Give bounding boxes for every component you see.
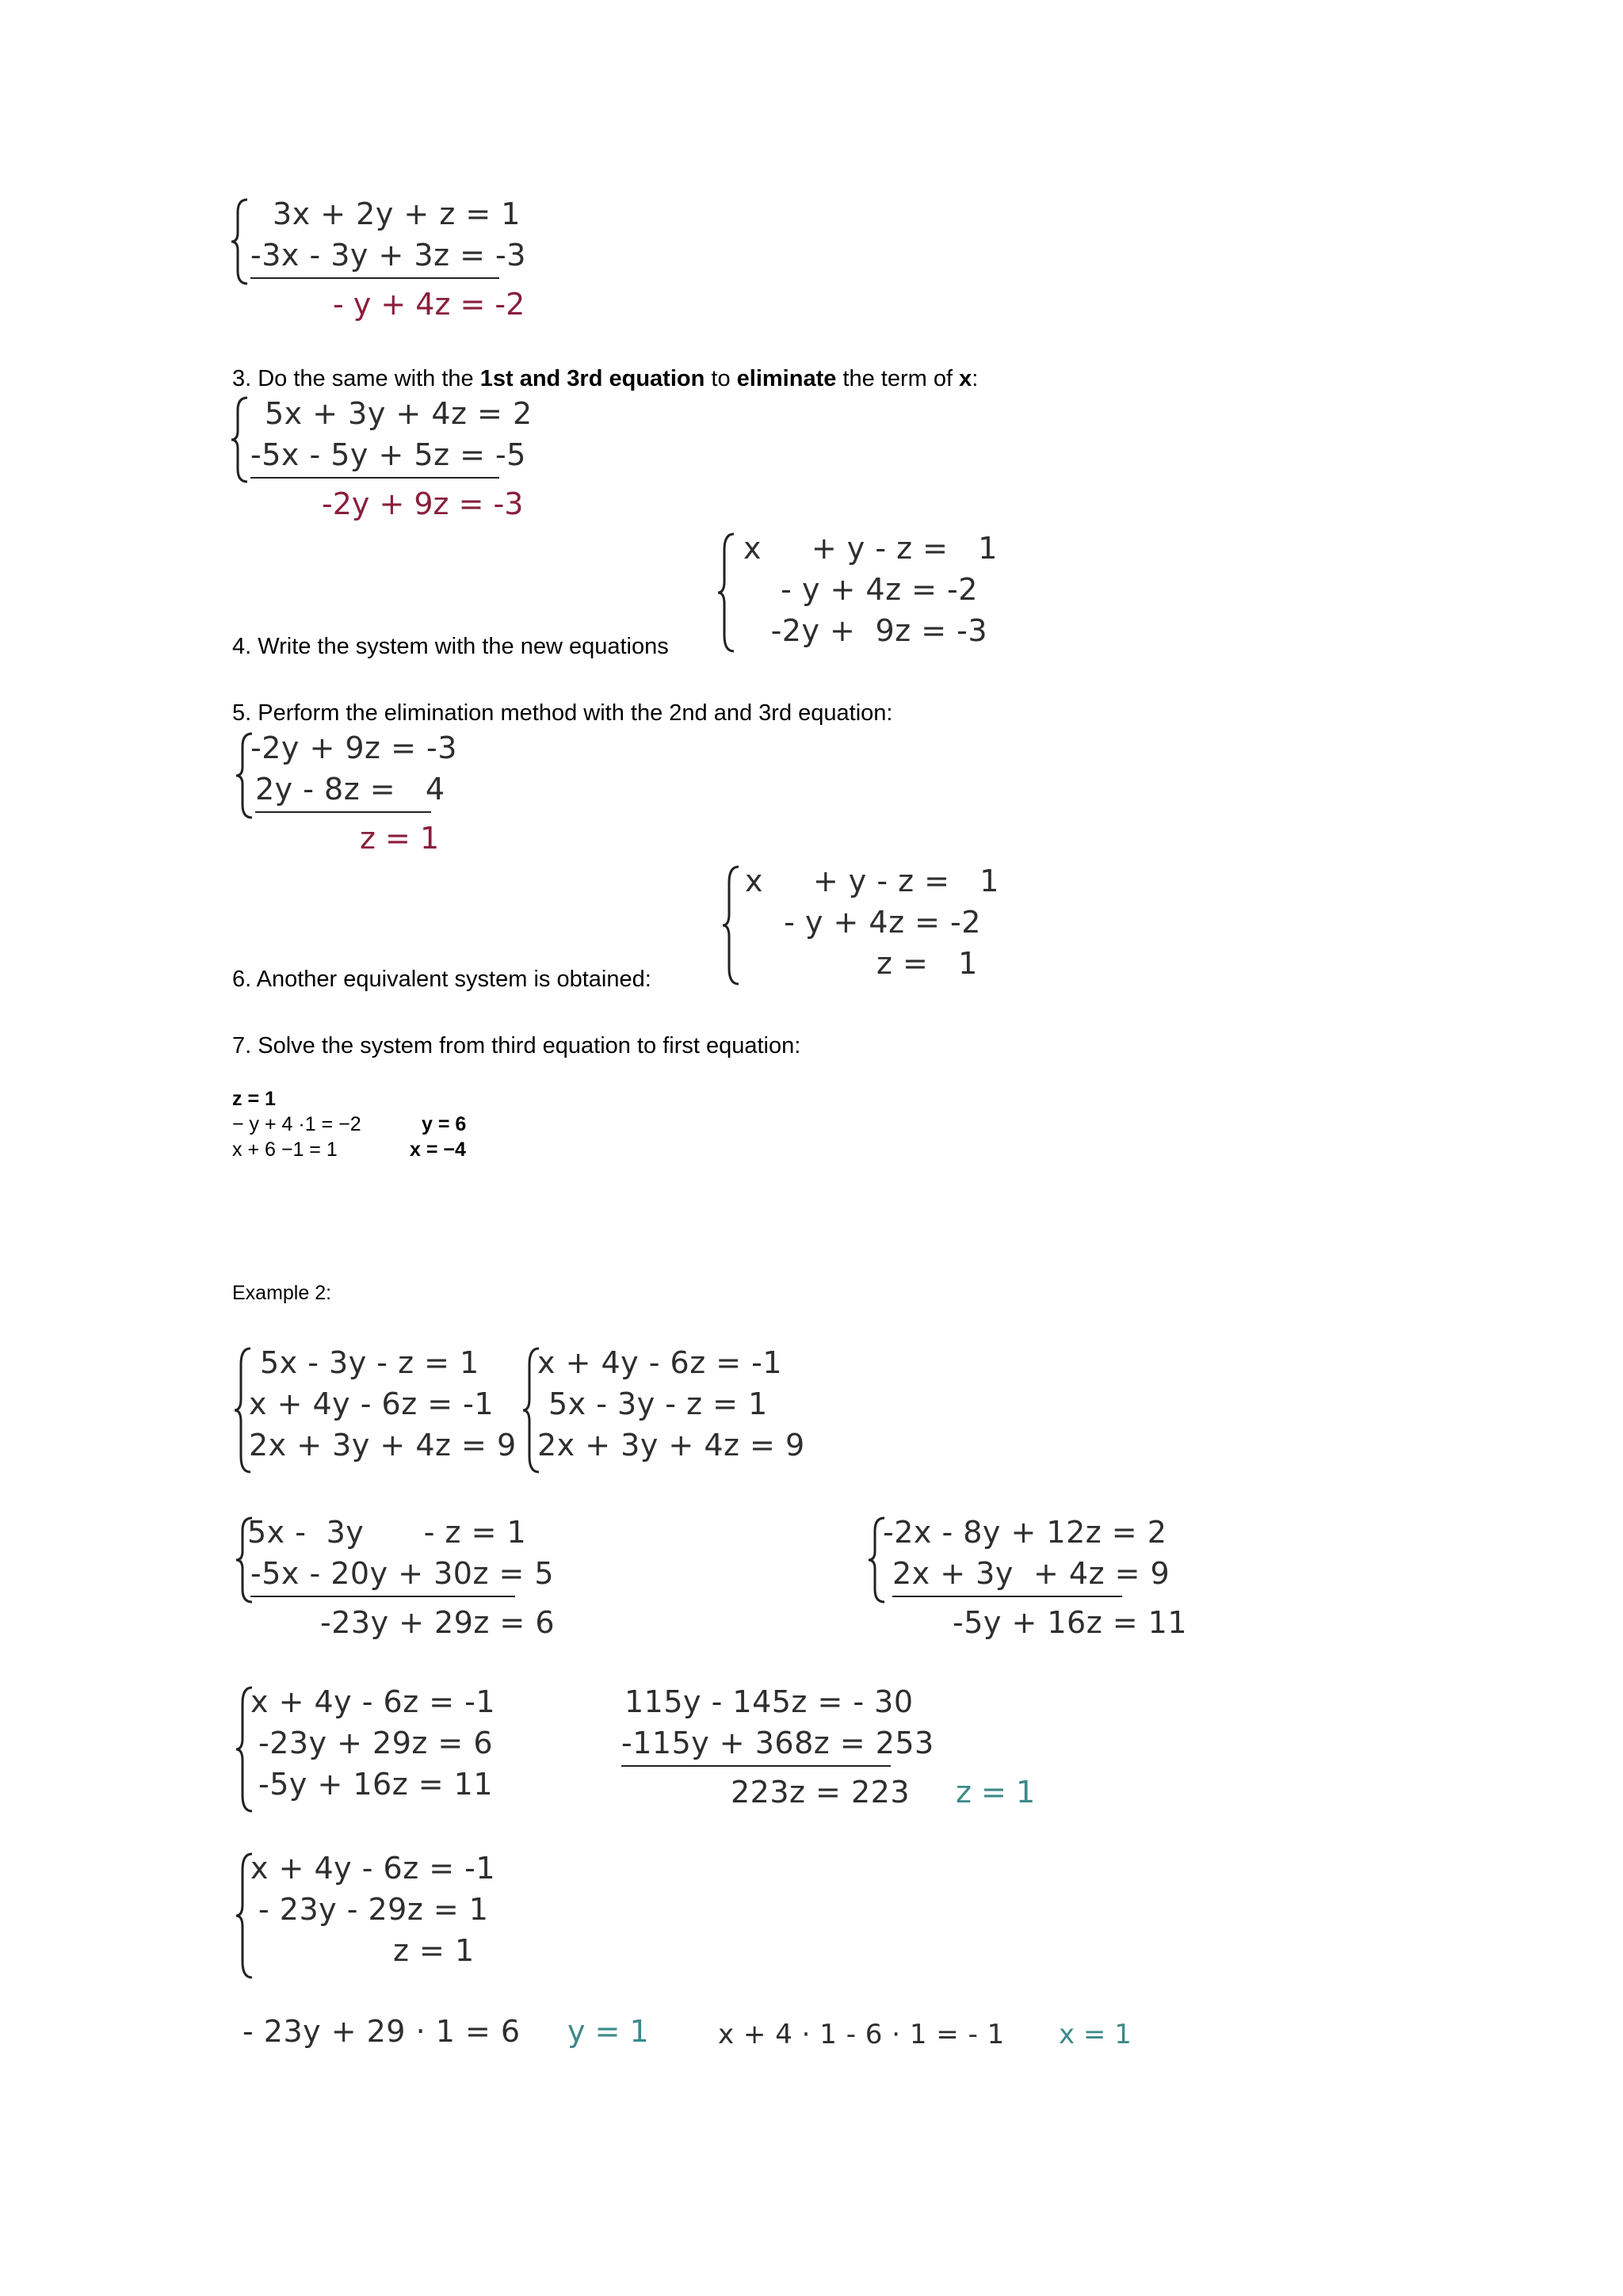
equation: -115y + 368z = 253	[621, 1726, 934, 1760]
equation: - 23y - 29z = 1	[258, 1892, 489, 1927]
equation: 5x - 3y - z = 1	[548, 1386, 768, 1421]
result-equation: 223z = 223	[731, 1775, 911, 1810]
solution-z: z = 1	[232, 1088, 276, 1110]
result-equation: - y + 4z = -2	[333, 287, 525, 322]
solution-y: y = 6	[422, 1113, 467, 1135]
step-3-text: 3. Do the same with the 1st and 3rd equation to eliminate the term of x:	[232, 366, 979, 391]
equation: x + 4y - 6z = -1	[249, 1386, 495, 1421]
equation: z = 1	[393, 1933, 475, 1968]
equation: -2y + 9z = -3	[761, 613, 988, 648]
sum-line	[250, 1596, 515, 1597]
result-equation: -2y + 9z = -3	[322, 486, 524, 521]
equation: x + y - z = 1	[743, 531, 998, 566]
solution-x-equation: x + 6 −1 = 1	[232, 1138, 338, 1161]
equation: x + y - z = 1	[745, 864, 999, 898]
sum-line	[255, 811, 431, 813]
equation: - 23y + 29 · 1 = 6	[242, 2014, 521, 2049]
equation: x + 4 · 1 - 6 · 1 = - 1	[718, 2019, 1005, 2050]
solution-value: z = 1	[956, 1775, 1036, 1810]
equation: 2y - 8z = 4	[255, 772, 445, 807]
equation: - y + 4z = -2	[761, 572, 978, 607]
sum-line	[250, 477, 499, 479]
step-5-text: 5. Perform the elimination method with the 2nd and 3rd equation:	[232, 700, 893, 726]
equation: -5x - 5y + 5z = -5	[250, 437, 526, 472]
equation: -23y + 29z = 6	[258, 1726, 494, 1760]
equation: -2x - 8y + 12z = 2	[883, 1515, 1167, 1550]
step-4-text: 4. Write the system with the new equations	[232, 634, 669, 659]
equation: -5x - 20y + 30z = 5	[250, 1556, 555, 1591]
step-7-text: 7. Solve the system from third equation to first equation:	[232, 1033, 801, 1058]
equation: x + 4y - 6z = -1	[537, 1345, 783, 1380]
solution-y-equation: − y + 4 ·1 = −2	[232, 1113, 361, 1135]
equation: 2x + 3y + 4z = 9	[537, 1428, 805, 1463]
result-equation: -5y + 16z = 11	[953, 1605, 1188, 1640]
example-2-title: Example 2:	[232, 1282, 332, 1304]
sum-line	[892, 1596, 1122, 1597]
step-6-text: 6. Another equivalent system is obtained:	[232, 967, 651, 992]
solution-x: x = −4	[410, 1138, 466, 1161]
equation: 2x + 3y + 4z = 9	[892, 1556, 1170, 1591]
equation: 3x + 2y + z = 1	[273, 196, 521, 231]
equation: 2x + 3y + 4z = 9	[249, 1428, 517, 1463]
brace-icon	[718, 532, 737, 653]
equation: 5x - 3y - z = 1	[247, 1515, 527, 1550]
brace-icon	[231, 198, 250, 285]
equation: z = 1	[876, 946, 978, 981]
solution-value: y = 1	[567, 2014, 649, 2049]
equation: x + 4y - 6z = -1	[250, 1684, 496, 1719]
equation: -2y + 9z = -3	[250, 730, 457, 765]
equation: 5x - 3y - z = 1	[260, 1345, 479, 1380]
equation: 115y - 145z = - 30	[624, 1684, 914, 1719]
result-equation: z = 1	[360, 821, 440, 856]
equation: x + 4y - 6z = -1	[250, 1851, 496, 1886]
equation: 5x + 3y + 4z = 2	[265, 396, 533, 431]
brace-icon	[723, 865, 742, 986]
brace-icon	[231, 396, 250, 483]
equation: - y + 4z = -2	[764, 905, 981, 940]
equation: -5y + 16z = 11	[258, 1767, 494, 1802]
equation: -3x - 3y + 3z = -3	[250, 238, 526, 273]
sum-line	[250, 277, 499, 279]
result-equation: -23y + 29z = 6	[320, 1605, 556, 1640]
sum-line	[621, 1765, 891, 1767]
solution-value: x = 1	[1059, 2019, 1132, 2050]
